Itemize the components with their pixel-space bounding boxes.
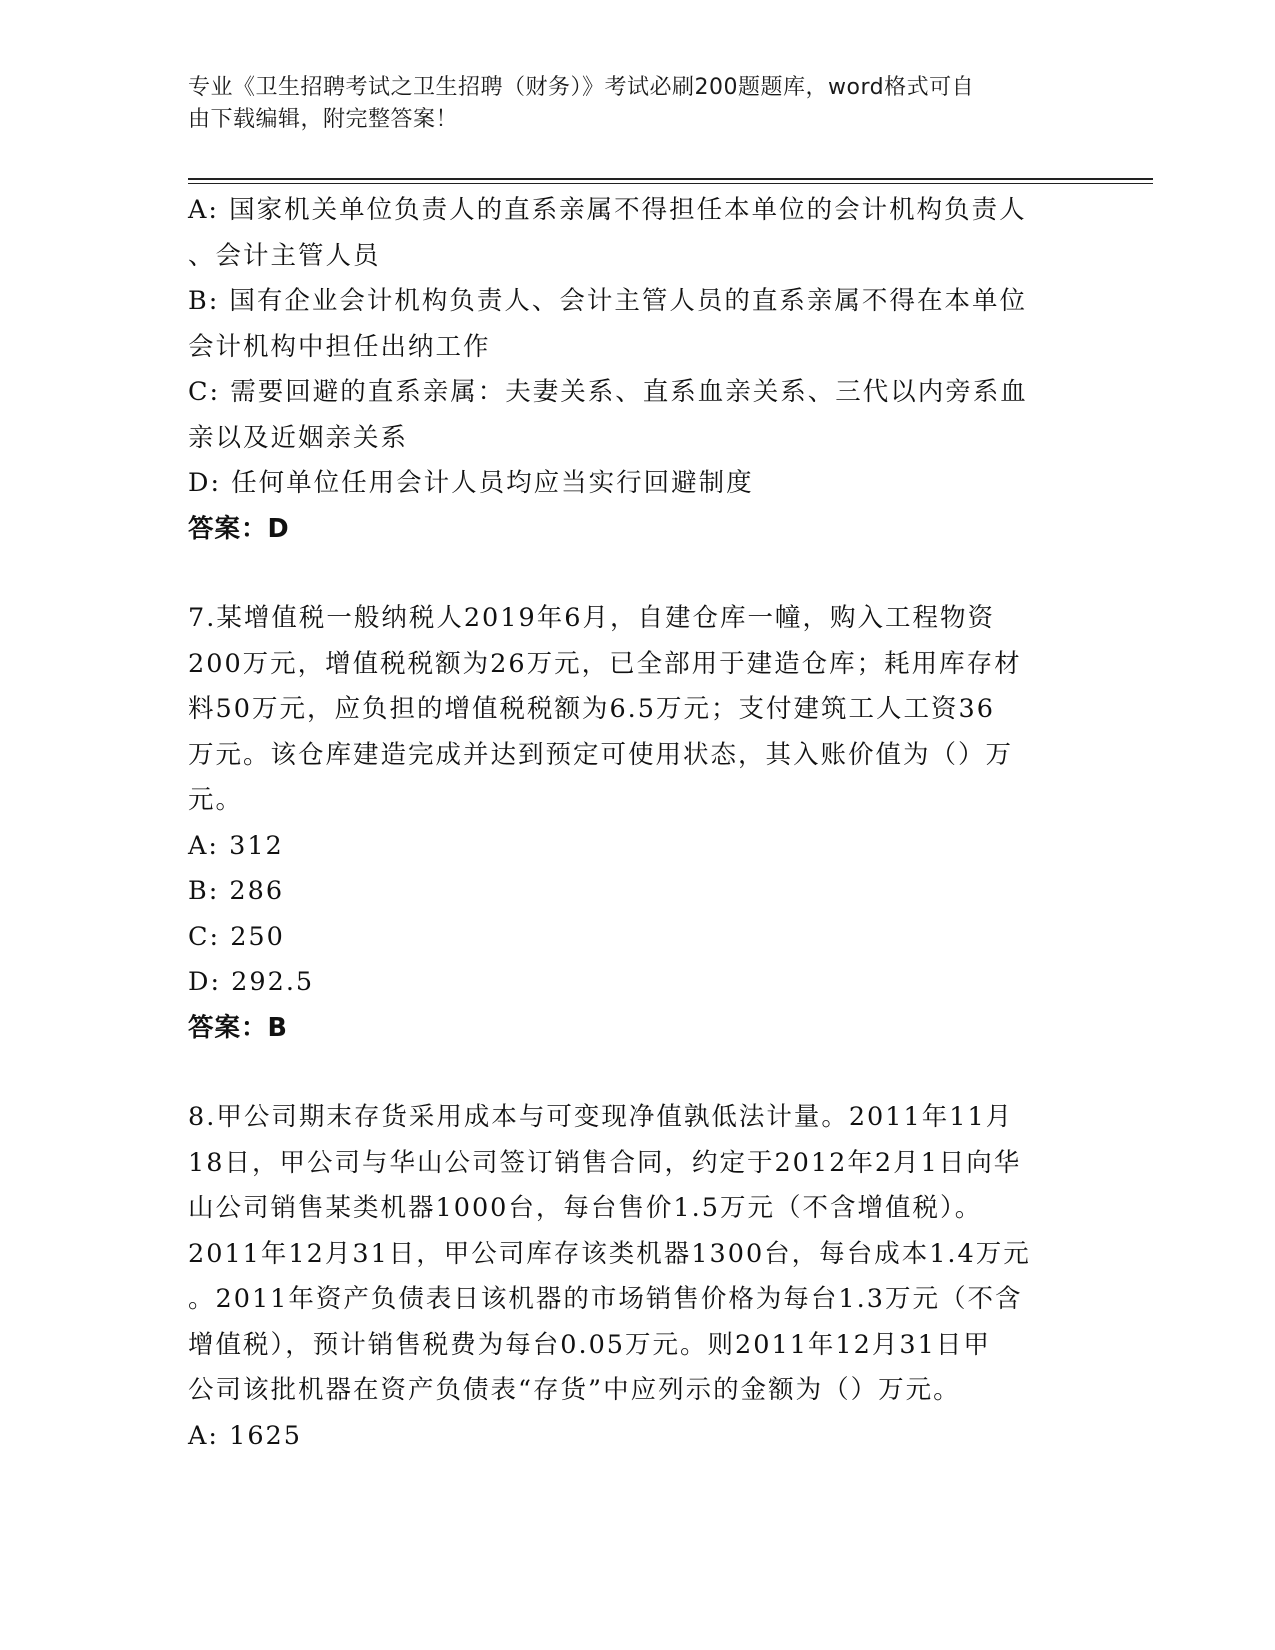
- header-divider-thick: [188, 178, 1153, 180]
- option-b: B: 286: [188, 876, 285, 906]
- option-a: A: 312: [188, 830, 284, 861]
- option-a-line-1: A: 国家机关单位负责人的直系亲属不得担任本单位的会计机构负责人: [188, 195, 1027, 225]
- question-7-line-4: 万元。该仓库建造完成并达到预定可使用状态，其入账价值为（）万: [188, 739, 1014, 770]
- header-line-2: 由下载编辑，附完整答案！: [188, 107, 459, 132]
- answer-7: 答案：B: [188, 1012, 288, 1043]
- question-8-line-3: 山公司销售某类机器1000台，每台售价1.5万元（不含增值税）。: [188, 1193, 983, 1223]
- question-7-line-3: 料50万元，应负担的增值税税额为6.5万元；支付建筑工人工资36: [188, 694, 995, 724]
- option-b-line-2: 会计机构中担任出纳工作: [188, 331, 491, 362]
- answer-6: 答案：D: [188, 513, 290, 544]
- option-b-line-1: B: 国有企业会计机构负责人、会计主管人员的直系亲属不得在本单位: [188, 286, 1027, 316]
- question-8-line-6: 增值税），预计销售税费为每台0.05万元。则2011年12月31日甲: [188, 1329, 991, 1360]
- question-7-line-5: 元。: [188, 785, 244, 815]
- document-body: [188, 188, 1088, 1459]
- header-line-1: 专业《卫生招聘考试之卫生招聘（财务）》考试必刷200题题库，word格式可自: [188, 75, 975, 100]
- question-7: [188, 596, 1088, 1051]
- question-8-line-7: 公司该批机器在资产负债表“存货”中应列示的金额为（）万元。: [188, 1375, 961, 1405]
- document-header: [188, 72, 1088, 136]
- option-c: C: 250: [188, 921, 285, 952]
- spacer: [188, 1051, 1088, 1095]
- option-c-line-2: 亲以及近姻亲关系: [188, 422, 409, 453]
- question-6-options: [188, 188, 1088, 552]
- question-8-line-4: 2011年12月31日，甲公司库存该类机器1300台，每台成本1.4万元: [188, 1238, 1031, 1269]
- question-8-line-2: 18日，甲公司与华山公司签订销售合同，约定于2012年2月1日向华: [188, 1147, 1022, 1178]
- header-divider-thin: [188, 183, 1153, 184]
- question-7-line-2: 200万元，增值税税额为26万元，已全部用于建造仓库；耗用库存材: [188, 648, 1022, 679]
- option-c-line-1: C: 需要回避的直系亲属：夫妻关系、直系血亲关系、三代以内旁系血: [188, 377, 1028, 407]
- question-7-line-1: 7.某增值税一般纳税人2019年6月，自建仓库一幢，购入工程物资: [188, 603, 995, 633]
- spacer: [188, 552, 1088, 596]
- option-a-line-2: 、会计主管人员: [188, 240, 381, 271]
- option-d: D: 292.5: [188, 967, 315, 997]
- question-8: [188, 1095, 1088, 1459]
- option-d: D: 任何单位任用会计人员均应当实行回避制度: [188, 468, 754, 498]
- option-a: A: 1625: [188, 1420, 303, 1451]
- question-8-line-1: 8.甲公司期末存货采用成本与可变现净值孰低法计量。2011年11月: [188, 1102, 1014, 1132]
- question-8-line-5: 。2011年资产负债表日该机器的市场销售价格为每台1.3万元（不含: [188, 1284, 1023, 1314]
